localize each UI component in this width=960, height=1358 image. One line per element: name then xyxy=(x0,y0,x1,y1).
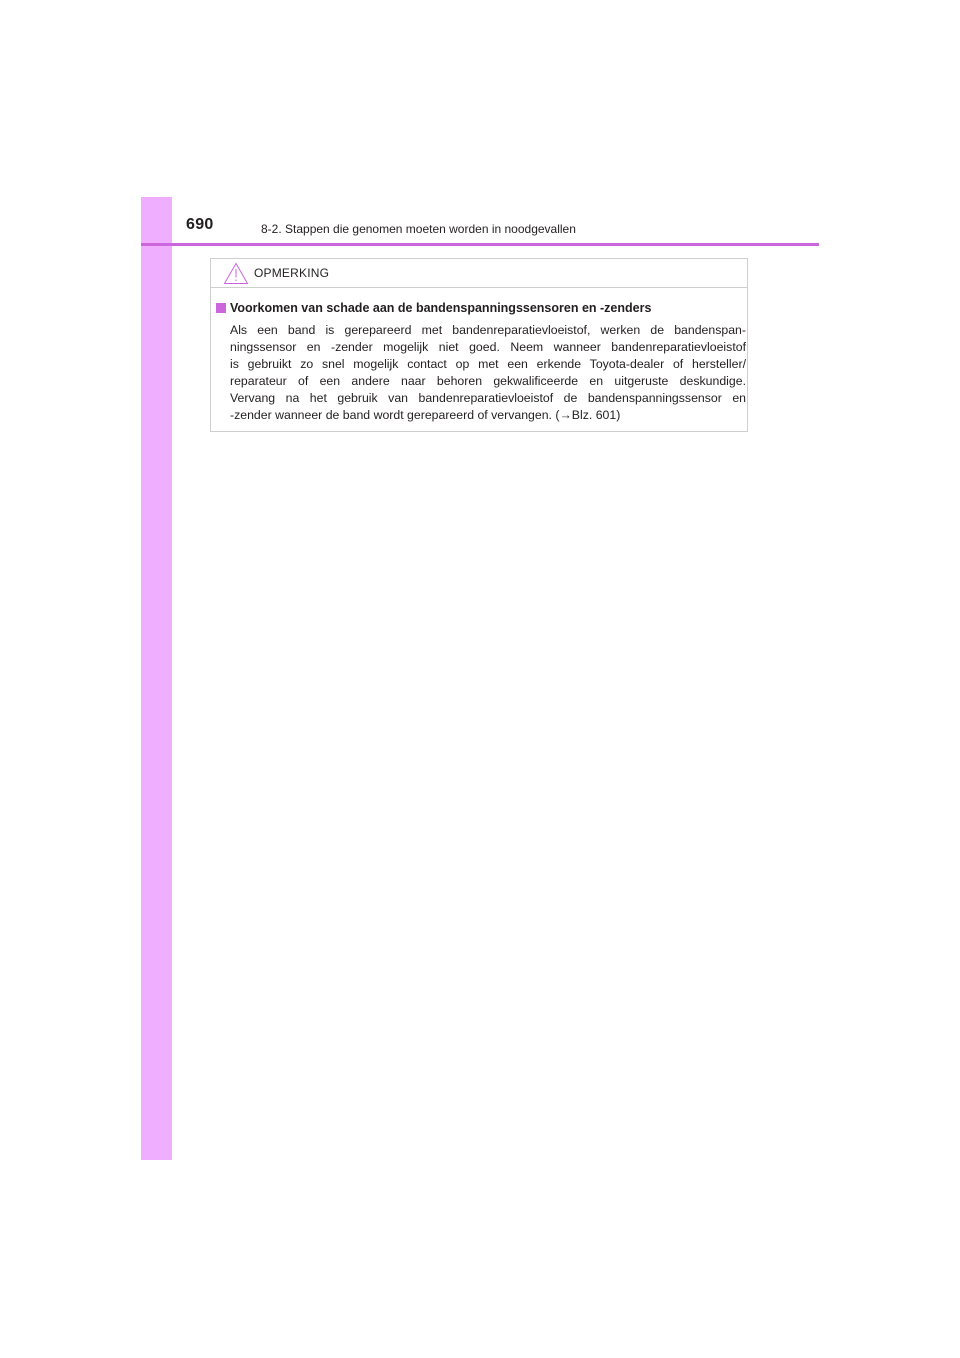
square-bullet-icon xyxy=(216,303,226,313)
header-rule xyxy=(141,243,819,246)
paragraph-line: ningssensor en -zender mogelijk niet goed. Neem wanneer bandenreparatievloeistof xyxy=(230,340,746,354)
notice-box xyxy=(210,258,748,432)
paragraph-line: Vervang na het gebruik van bandenreparatievloeistof de bandenspanningssensor en xyxy=(230,391,746,405)
paragraph-line: Als een band is gerepareerd met bandenreparatievloeistof, werken de bandenspan- xyxy=(230,323,746,337)
notice-item-title: Voorkomen van schade aan de bandenspanningssensoren en -zenders xyxy=(230,301,652,315)
notice-body xyxy=(216,301,746,424)
paragraph-line: reparateur of een andere naar behoren gekwalificeerde en uitgeruste deskundige. xyxy=(230,374,746,388)
page-number: 690 xyxy=(186,216,214,233)
chapter-title: 8-2. Stappen die genomen moeten worden in noodgevallen xyxy=(261,222,576,236)
paragraph-line: is gebruikt zo snel mogelijk contact op met een erkende Toyota-dealer of hersteller/ xyxy=(230,357,746,371)
side-tab-band xyxy=(141,197,172,1160)
notice-paragraph xyxy=(230,322,746,424)
notice-label: OPMERKING xyxy=(254,266,330,280)
notice-item-heading xyxy=(216,301,742,317)
paragraph-line: -zender wanneer de band wordt gerepareerd of vervangen. (→Blz. 601) xyxy=(230,408,621,422)
notice-header xyxy=(211,259,747,288)
warning-triangle-icon xyxy=(223,262,249,285)
